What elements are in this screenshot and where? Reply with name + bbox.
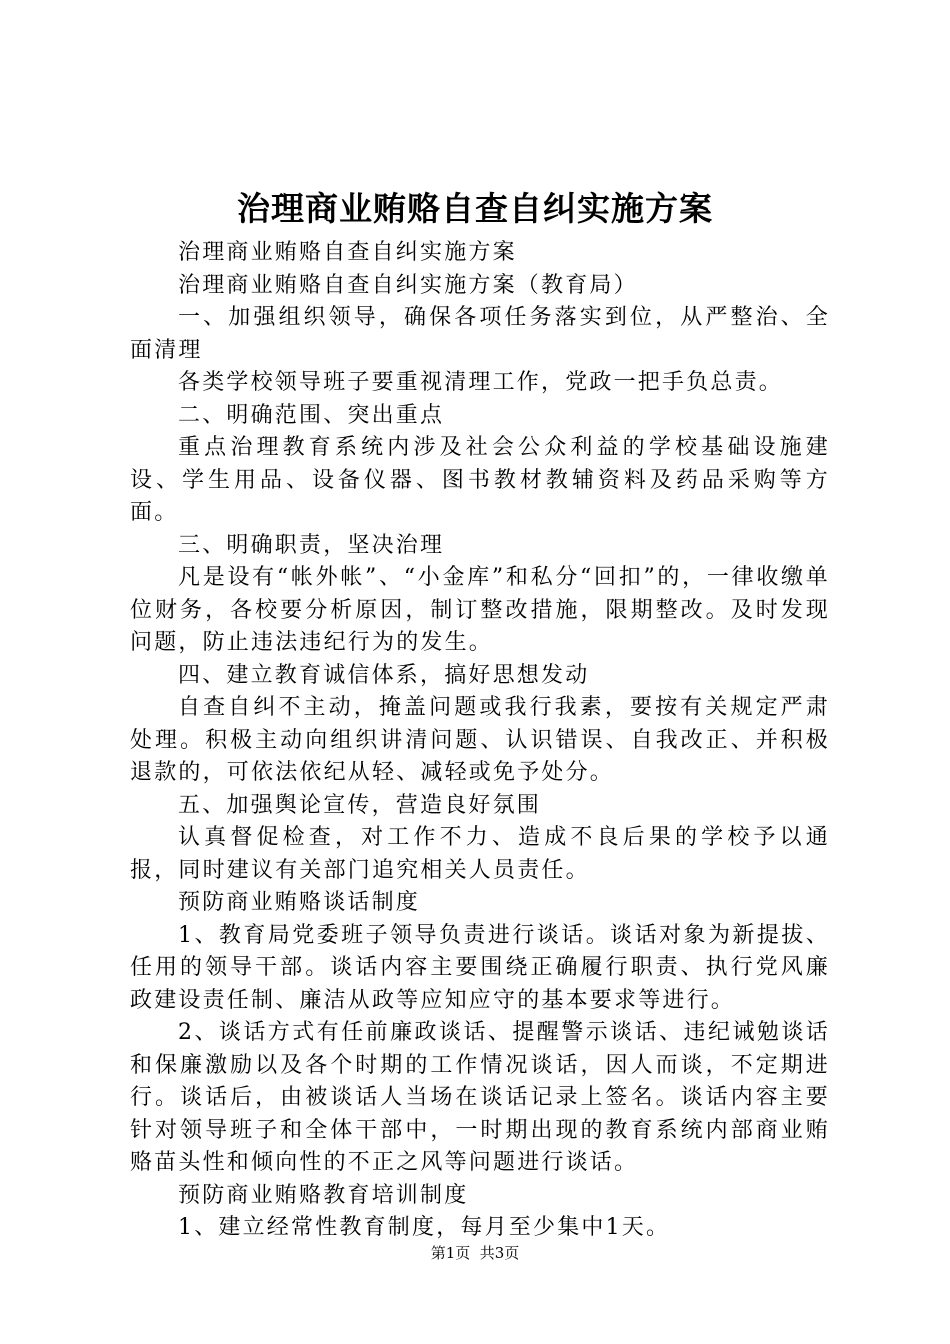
paragraph: 1、教育局党委班子领导负责进行谈话。谈话对象为新提拔、任用的领导干部。谈话内容主要围绕正确履行职责、执行党风廉政建设责任制、廉洁从政等应知应守的基本要求等进行。 [130, 922, 830, 1013]
section-heading: 预防商业贿赂谈话制度 [178, 890, 421, 915]
document-title: 治理商业贿赂自查自纠实施方案 [237, 189, 713, 228]
section-heading: 三、明确职责，坚决治理 [178, 532, 445, 558]
paragraph: 治理商业贿赂自查自纠实施方案（教育局） [178, 272, 638, 298]
paragraph: 2、谈话方式有任前廉政谈话、提醒警示谈话、违纪诫勉谈话和保廉激励以及各个时期的工作情况谈话，因人而谈，不定期进行。谈话后，由被谈话人当场在谈话记录上签名。谈话内容主要针对领导班子和全体干部中，一时期出现的教育系统内部商业贿赂苗头性和倾向性的不正之风等问题进行谈话。 [130, 1020, 830, 1175]
section-heading: 五、加强舆论宣传，营造良好氛围 [178, 792, 542, 818]
paragraph: 认真督促检查，对工作不力、造成不良后果的学校予以通报，同时建议有关部门追究相关人员责任。 [130, 825, 830, 883]
page-footer [0, 1243, 950, 1263]
paragraph: 各类学校领导班子要重视清理工作，党政一把手负总责。 [178, 370, 784, 395]
document-body [130, 237, 830, 1245]
paragraph: 1、建立经常性教育制度，每月至少集中1天。 [178, 1215, 671, 1240]
section-heading: 四、建立教育诚信体系，搞好思想发动 [178, 662, 590, 688]
paragraph: 凡是设有“帐外帐”、“小金库”和私分“回扣”的，一律收缴单位财务，各校要分析原因，制订整改措施，限期整改。及时发现问题，防止违法违纪行为的发生。 [130, 565, 830, 655]
paragraph: 治理商业贿赂自查自纠实施方案 [178, 240, 517, 265]
paragraph: 自查自纠不主动，掩盖问题或我行我素，要按有关规定严肃处理。积极主动向组织讲清问题、认识错误、自我改正、并积极退款的，可依法依纪从轻、减轻或免予处分。 [130, 695, 830, 785]
section-heading: 预防商业贿赂教育培训制度 [178, 1182, 469, 1208]
section-heading: 二、明确范围、突出重点 [178, 402, 445, 428]
section-heading: 一、加强组织领导，确保各项任务落实到位，从严整治、全面清理 [130, 305, 830, 363]
paragraph: 重点治理教育系统内涉及社会公众利益的学校基础设施建设、学生用品、设备仪器、图书教材教辅资料及药品采购等方面。 [130, 435, 830, 525]
page-number: 第1页 共3页 [430, 1244, 520, 1262]
